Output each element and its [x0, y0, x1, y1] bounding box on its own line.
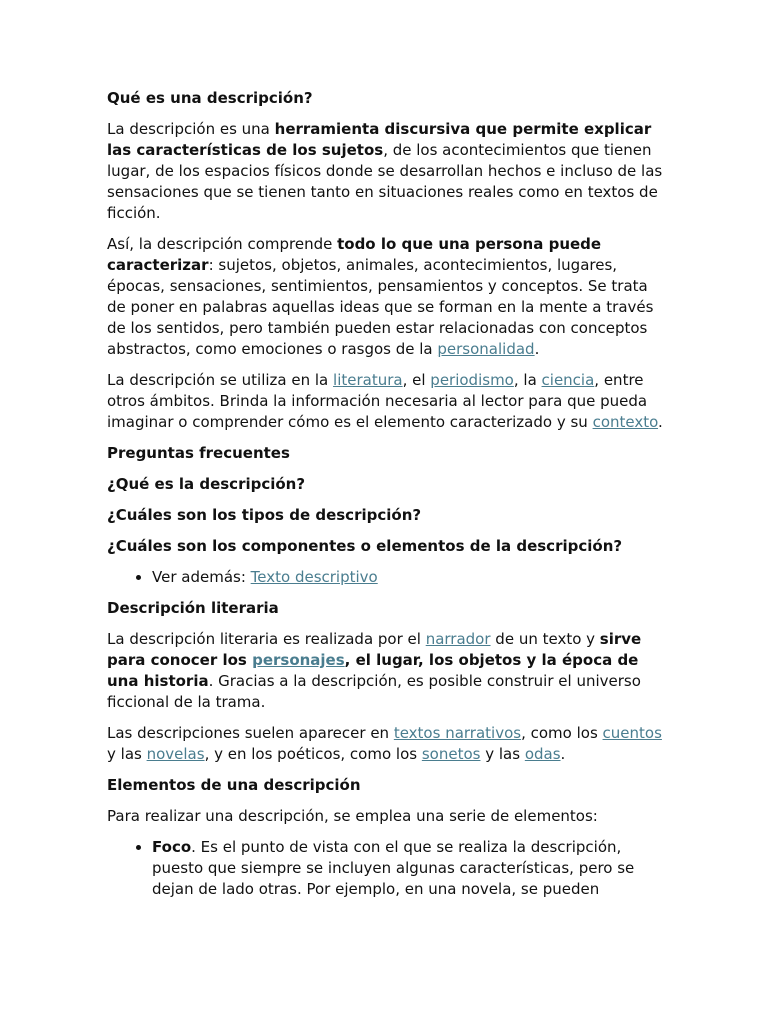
faq-question-2[interactable]: ¿Cuáles son los tipos de descripción? [107, 506, 422, 524]
text: y las [480, 745, 525, 763]
article-body [107, 88, 663, 910]
paragraph-elementos-intro: Para realizar una descripción, se emplea una serie de elementos: [107, 807, 598, 825]
text: . [560, 745, 566, 763]
text: . Es el punto de vista con el que se realiza la descripción, puesto que siempre se incluyen algunas características, pero se dejan de lado otras. Por ejemplo, en una novela, se pueden [152, 838, 635, 898]
link-ciencia[interactable]: ciencia [541, 371, 595, 389]
faq-question-3[interactable]: ¿Cuáles son los componentes o elementos de la descripción? [107, 537, 623, 555]
link-odas[interactable]: odas [524, 745, 561, 763]
elements-list [107, 837, 663, 900]
link-periodismo[interactable]: periodismo [430, 371, 514, 389]
list-item [152, 567, 663, 588]
paragraph-usos [107, 370, 663, 433]
text: sirve para conocer los [107, 630, 642, 669]
text: , el lugar, los objetos y la época de una historia [107, 651, 639, 690]
text: La descripción es una [107, 120, 275, 138]
see-also-list [107, 567, 663, 588]
text: Las descripciones suelen aparecer en [107, 724, 394, 742]
text: , y en los poéticos, como los [204, 745, 422, 763]
link-narrador[interactable]: narrador [425, 630, 491, 648]
heading-preguntas-frecuentes: Preguntas frecuentes [107, 444, 290, 462]
heading-elementos: Elementos de una descripción [107, 776, 361, 794]
text: y las [107, 745, 147, 763]
text: de un texto y [490, 630, 600, 648]
text: Ver además: [152, 568, 251, 586]
link-personalidad[interactable]: personalidad [437, 340, 535, 358]
link-contexto[interactable]: contexto [592, 413, 659, 431]
link-texto-descriptivo[interactable]: Texto descriptivo [250, 568, 378, 586]
heading-descripcion-literaria: Descripción literaria [107, 599, 279, 617]
link-sonetos[interactable]: sonetos [421, 745, 481, 763]
link-textos-narrativos[interactable]: textos narrativos [393, 724, 522, 742]
text: La descripción se utiliza en la [107, 371, 334, 389]
text: . Gracias a la descripción, es posible construir el universo ficcional de la trama. [107, 672, 641, 711]
paragraph-definicion [107, 119, 663, 224]
text: , el [402, 371, 431, 389]
bold-text: Foco [152, 838, 192, 856]
text: , entre otros ámbitos. Brinda la información necesaria al lector para que pueda imaginar o comprender cómo es el elemento caracterizado y su [107, 371, 648, 431]
paragraph-generos [107, 723, 663, 765]
text: . [658, 413, 663, 431]
text: . [534, 340, 540, 358]
faq-question-1[interactable]: ¿Qué es la descripción? [107, 475, 306, 493]
list-item-foco [152, 837, 663, 900]
text: Así, la descripción comprende [107, 235, 338, 253]
text: , como los [521, 724, 603, 742]
heading-que-es: Qué es una descripción? [107, 89, 313, 107]
link-novelas[interactable]: novelas [146, 745, 205, 763]
bold-text: herramienta discursiva que permite explicar las características de los sujetos [107, 120, 652, 159]
paragraph-literaria [107, 629, 663, 713]
text: La descripción literaria es realizada por el [107, 630, 426, 648]
bold-text: todo lo que una persona puede caracterizar [107, 235, 602, 274]
link-literatura[interactable]: literatura [333, 371, 403, 389]
text: , de los acontecimientos que tienen lugar, de los espacios físicos donde se desarrollan hechos e incluso de las sensaciones que se tienen tanto en situaciones reales como en textos de ficción. [107, 141, 663, 222]
link-personajes[interactable]: personajes [252, 651, 345, 669]
paragraph-caracterizar [107, 234, 663, 360]
text: , la [513, 371, 542, 389]
link-cuentos[interactable]: cuentos [602, 724, 662, 742]
text: : sujetos, objetos, animales, acontecimientos, lugares, épocas, sensaciones, sentimientos, pensamientos y conceptos. Se trata de poner en palabras aquellas ideas que se forman en la mente a través de los sentidos, pero también pueden estar relacionadas con conceptos abstractos, como emociones o rasgos de la [107, 256, 654, 358]
